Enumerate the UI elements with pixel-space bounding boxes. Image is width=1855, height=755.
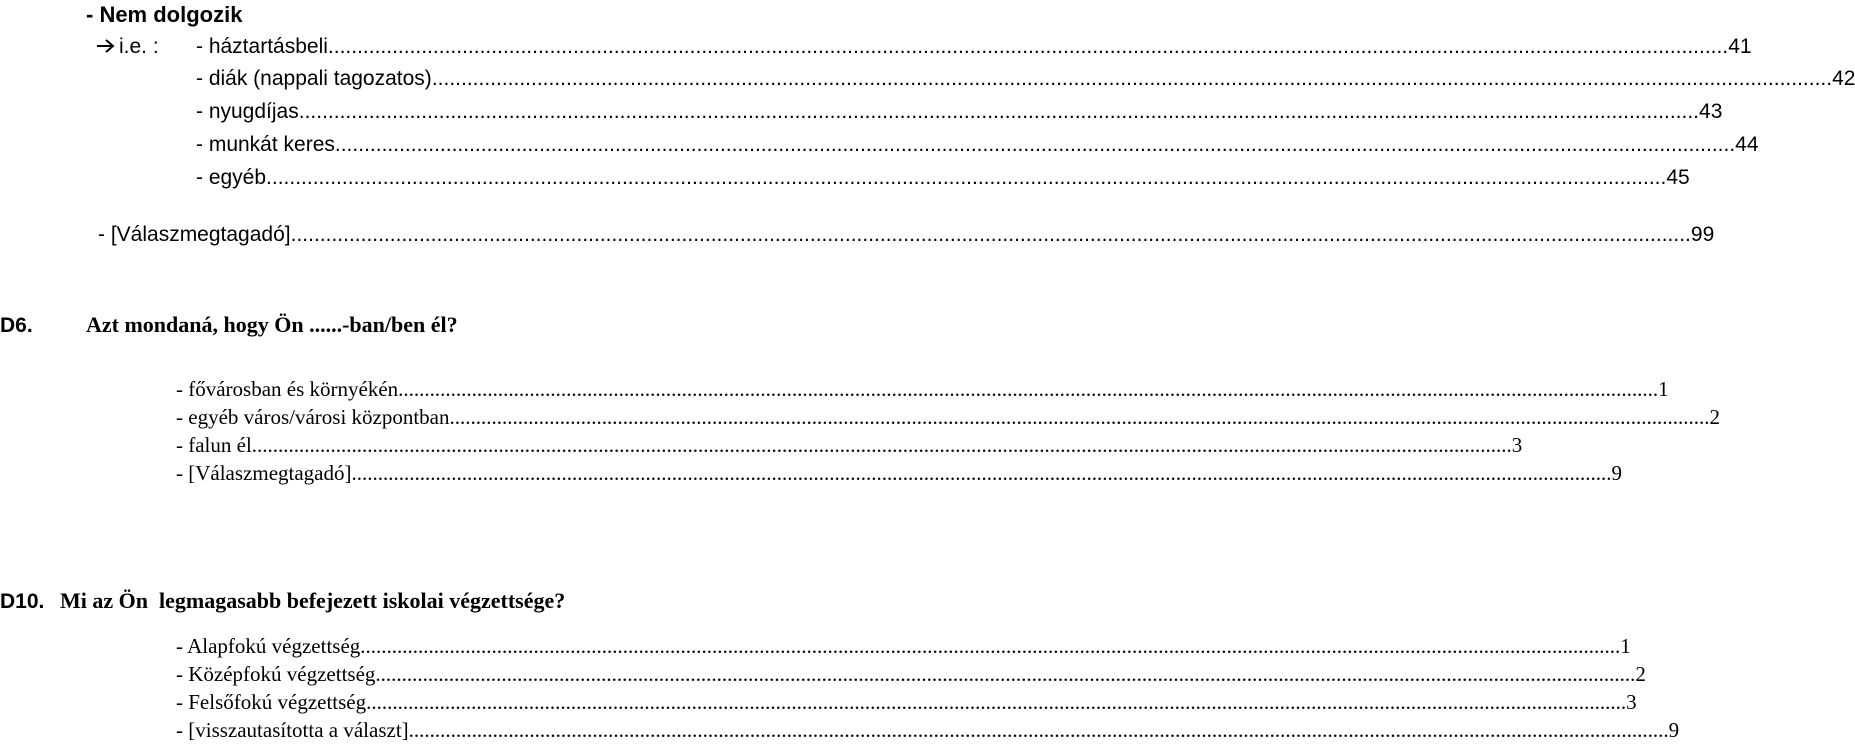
list-item: - háztartásbeli ................................................................................................................................................................................................................................................ 41 — [196, 35, 1752, 58]
list-item: - [visszautasította a választ] ................................................................................................................................................................................................................................................ 9 — [176, 718, 1680, 742]
list-item: - Középfokú végzettség ................................................................................................................................................................................................................................................ 2 — [176, 662, 1646, 686]
list-item: - [Válaszmegtagadó] ................................................................................................................................................................................................................................................ 9 — [176, 461, 1622, 485]
list-item: - munkát keres ................................................................................................................................................................................................................................................ 44 — [196, 133, 1759, 156]
question-text-d6: Azt mondaná, hogy Ön ......-ban/ben él? — [86, 312, 458, 337]
list-item: - Felsőfokú végzettség ................................................................................................................................................................................................................................................ 3 — [176, 690, 1637, 714]
list-item: - nyugdíjas ................................................................................................................................................................................................................................................ 43 — [196, 100, 1723, 123]
right-arrow-icon — [96, 38, 116, 54]
ie-label: i.e. : — [119, 35, 159, 58]
list-item: - fővárosban és környékén ................................................................................................................................................................................................................................................ 1 — [176, 377, 1669, 401]
list-item: - egyéb város/városi központban ................................................................................................................................................................................................................................................ 2 — [176, 405, 1721, 429]
list-item: - diák (nappali tagozatos) ................................................................................................................................................................................................................................................ 42 — [196, 67, 1855, 90]
list-item: - falun él ................................................................................................................................................................................................................................................ 3 — [176, 433, 1523, 457]
question-number-d6: D6. — [0, 314, 33, 337]
list-item: - Alapfokú végzettség ................................................................................................................................................................................................................................................ 1 — [176, 634, 1631, 658]
question-number-d10: D10. — [0, 590, 45, 613]
list-item-refusal: - [Válaszmegtagadó] ................................................................................................................................................................................................................................................ 99 — [98, 223, 1715, 246]
section-heading-nem-dolgozik: - Nem dolgozik — [86, 2, 243, 27]
question-text-d10: Mi az Ön legmagasabb befejezett iskolai végzettsége? — [60, 588, 566, 613]
list-item: - egyéb ................................................................................................................................................................................................................................................ 45 — [196, 166, 1690, 189]
